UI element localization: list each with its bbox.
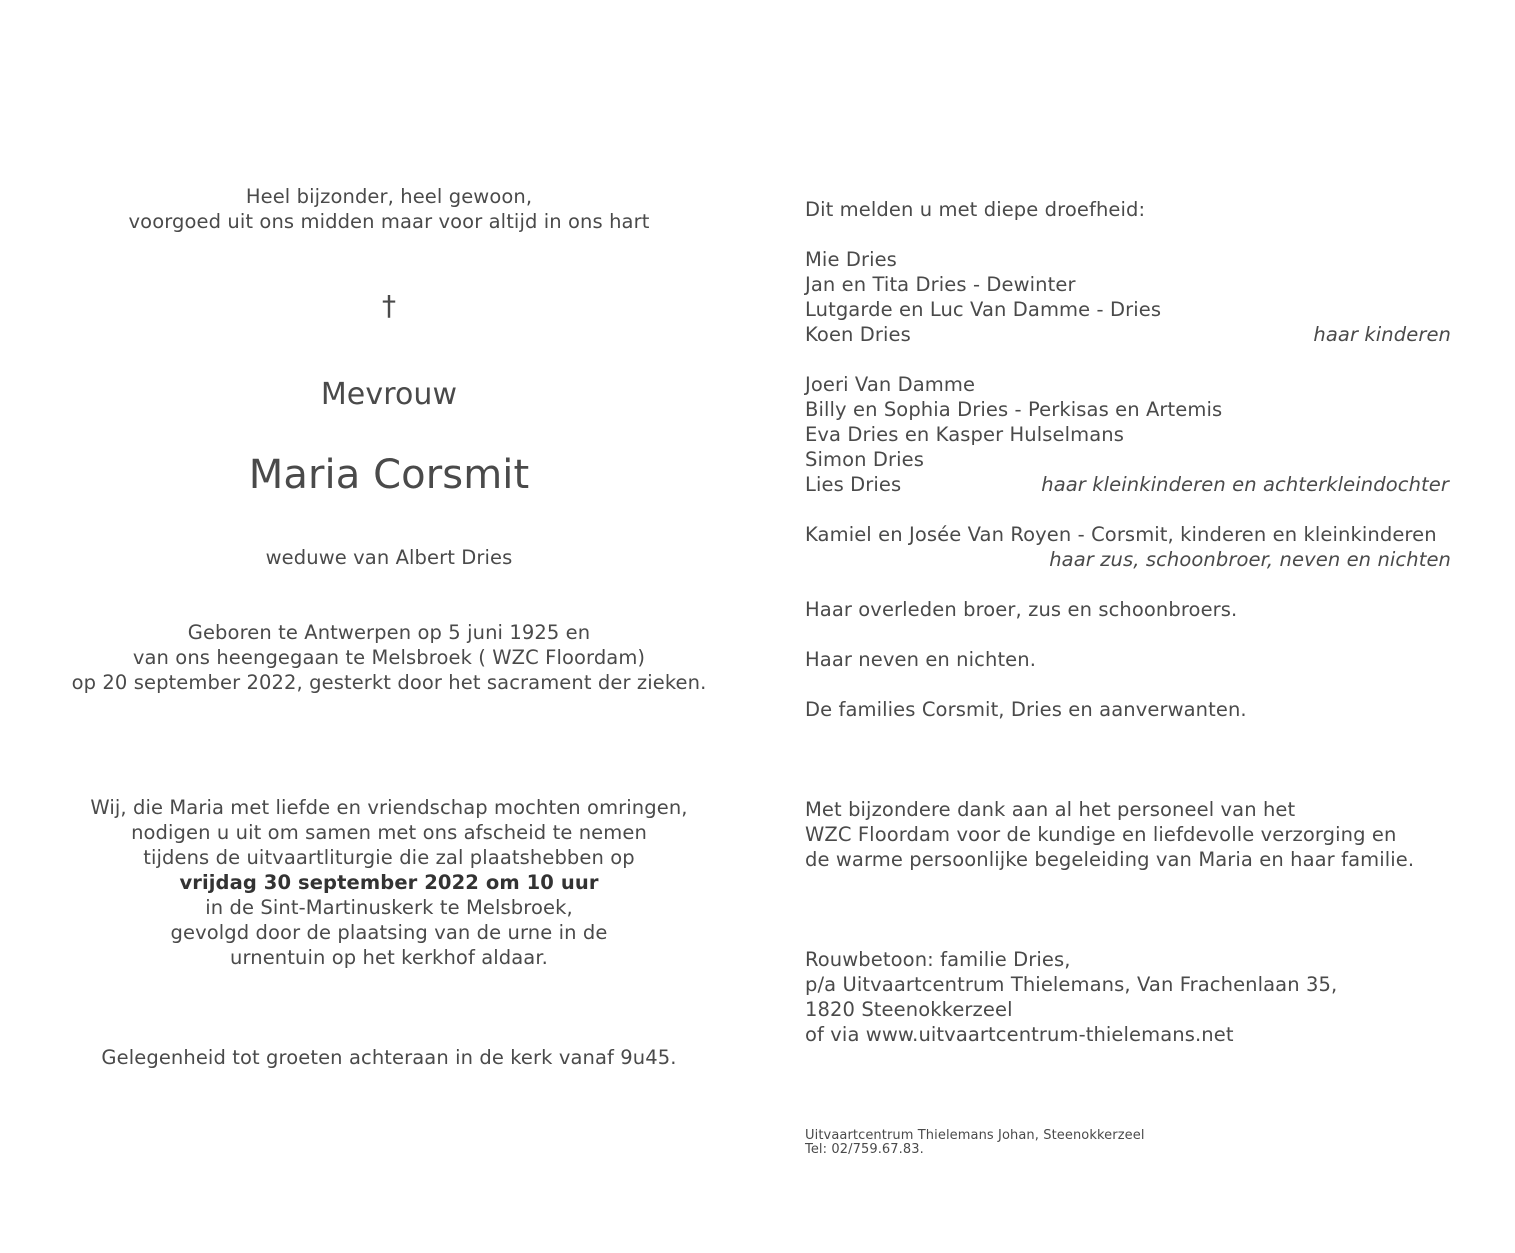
announcement-intro: Dit melden u met diepe droefheid: — [805, 198, 1146, 221]
children-role: haar kinderen — [1313, 323, 1451, 346]
child-1: Mie Dries — [805, 248, 897, 271]
birth-death-line-1: Geboren te Antwerpen op 5 juni 1925 en — [187, 621, 591, 644]
thanks-line-3: de warme persoonlijke begeleiding van Maria en haar familie. — [805, 848, 1415, 871]
grandchild-5: Lies Dries — [805, 473, 902, 496]
grandchild-4: Simon Dries — [805, 448, 924, 471]
condolences-line-3: 1820 Steenokkerzeel — [805, 998, 1013, 1021]
funeral-date-time: vrijdag 30 september 2022 om 10 uur — [179, 871, 599, 894]
birth-death-line-3: op 20 september 2022, gesterkt door het sacrament der zieken. — [71, 671, 707, 694]
child-3: Lutgarde en Luc Van Damme - Dries — [805, 298, 1162, 321]
right-panel — [778, 0, 1515, 1253]
thanks-line-1: Met bijzondere dank aan al het personeel van het — [805, 798, 1296, 821]
greeting-info: Gelegenheid tot groeten achteraan in de kerk vanaf 9u45. — [101, 1046, 677, 1069]
birth-death-line-2: van ons heengegaan te Melsbroek ( WZC Floordam) — [132, 646, 646, 669]
footer-line-1: Uitvaartcentrum Thielemans Johan, Steenokkerzeel — [805, 1128, 1145, 1143]
invitation-line-2: nodigen u uit om samen met ons afscheid te nemen — [131, 821, 647, 844]
cross-icon: † — [381, 289, 397, 322]
place-line-1: in de Sint-Martinuskerk te Melsbroek, — [205, 896, 573, 919]
invitation-line-1: Wij, die Maria met liefde en vriendschap mochten omringen, — [90, 796, 688, 819]
families: De families Corsmit, Dries en aanverwanten. — [805, 698, 1247, 721]
child-4: Koen Dries — [805, 323, 911, 346]
deceased-relatives: Haar overleden broer, zus en schoonbroers. — [805, 598, 1238, 621]
footer-line-2: Tel: 02/759.67.83. — [805, 1142, 924, 1157]
condolences-website: of via www.uitvaartcentrum-thielemans.net — [805, 1023, 1234, 1046]
condolences-line-2: p/a Uitvaartcentrum Thielemans, Van Frachenlaan 35, — [805, 973, 1338, 996]
place-line-2: gevolgd door de plaatsing van de urne in de — [170, 921, 608, 944]
grandchild-2: Billy en Sophia Dries - Perkisas en Artemis — [805, 398, 1223, 421]
sister-role: haar zus, schoonbroer, neven en nichten — [1049, 548, 1451, 571]
cousins: Haar neven en nichten. — [805, 648, 1037, 671]
motto-line-2: voorgoed uit ons midden maar voor altijd in ons hart — [128, 210, 650, 233]
grandchild-3: Eva Dries en Kasper Hulselmans — [805, 423, 1124, 446]
thanks-line-2: WZC Floordam voor de kundige en liefdevolle verzorging en — [805, 823, 1397, 846]
grandchildren-role: haar kleinkinderen en achterkleindochter — [1041, 473, 1449, 496]
salutation: Mevrouw — [320, 377, 458, 412]
invitation-line-3: tijdens de uitvaartliturgie die zal plaatshebben op — [143, 846, 635, 869]
motto-line-1: Heel bijzonder, heel gewoon, — [245, 185, 533, 208]
deceased-name: Maria Corsmit — [248, 452, 530, 498]
grandchild-1: Joeri Van Damme — [805, 373, 976, 396]
place-line-3: urnentuin op het kerkhof aldaar. — [230, 946, 548, 969]
widow-of: weduwe van Albert Dries — [265, 546, 513, 569]
condolences-line-1: Rouwbetoon: familie Dries, — [805, 948, 1071, 971]
child-2: Jan en Tita Dries - Dewinter — [805, 273, 1076, 296]
sister-line: Kamiel en Josée Van Royen - Corsmit, kinderen en kleinkinderen — [805, 523, 1437, 546]
